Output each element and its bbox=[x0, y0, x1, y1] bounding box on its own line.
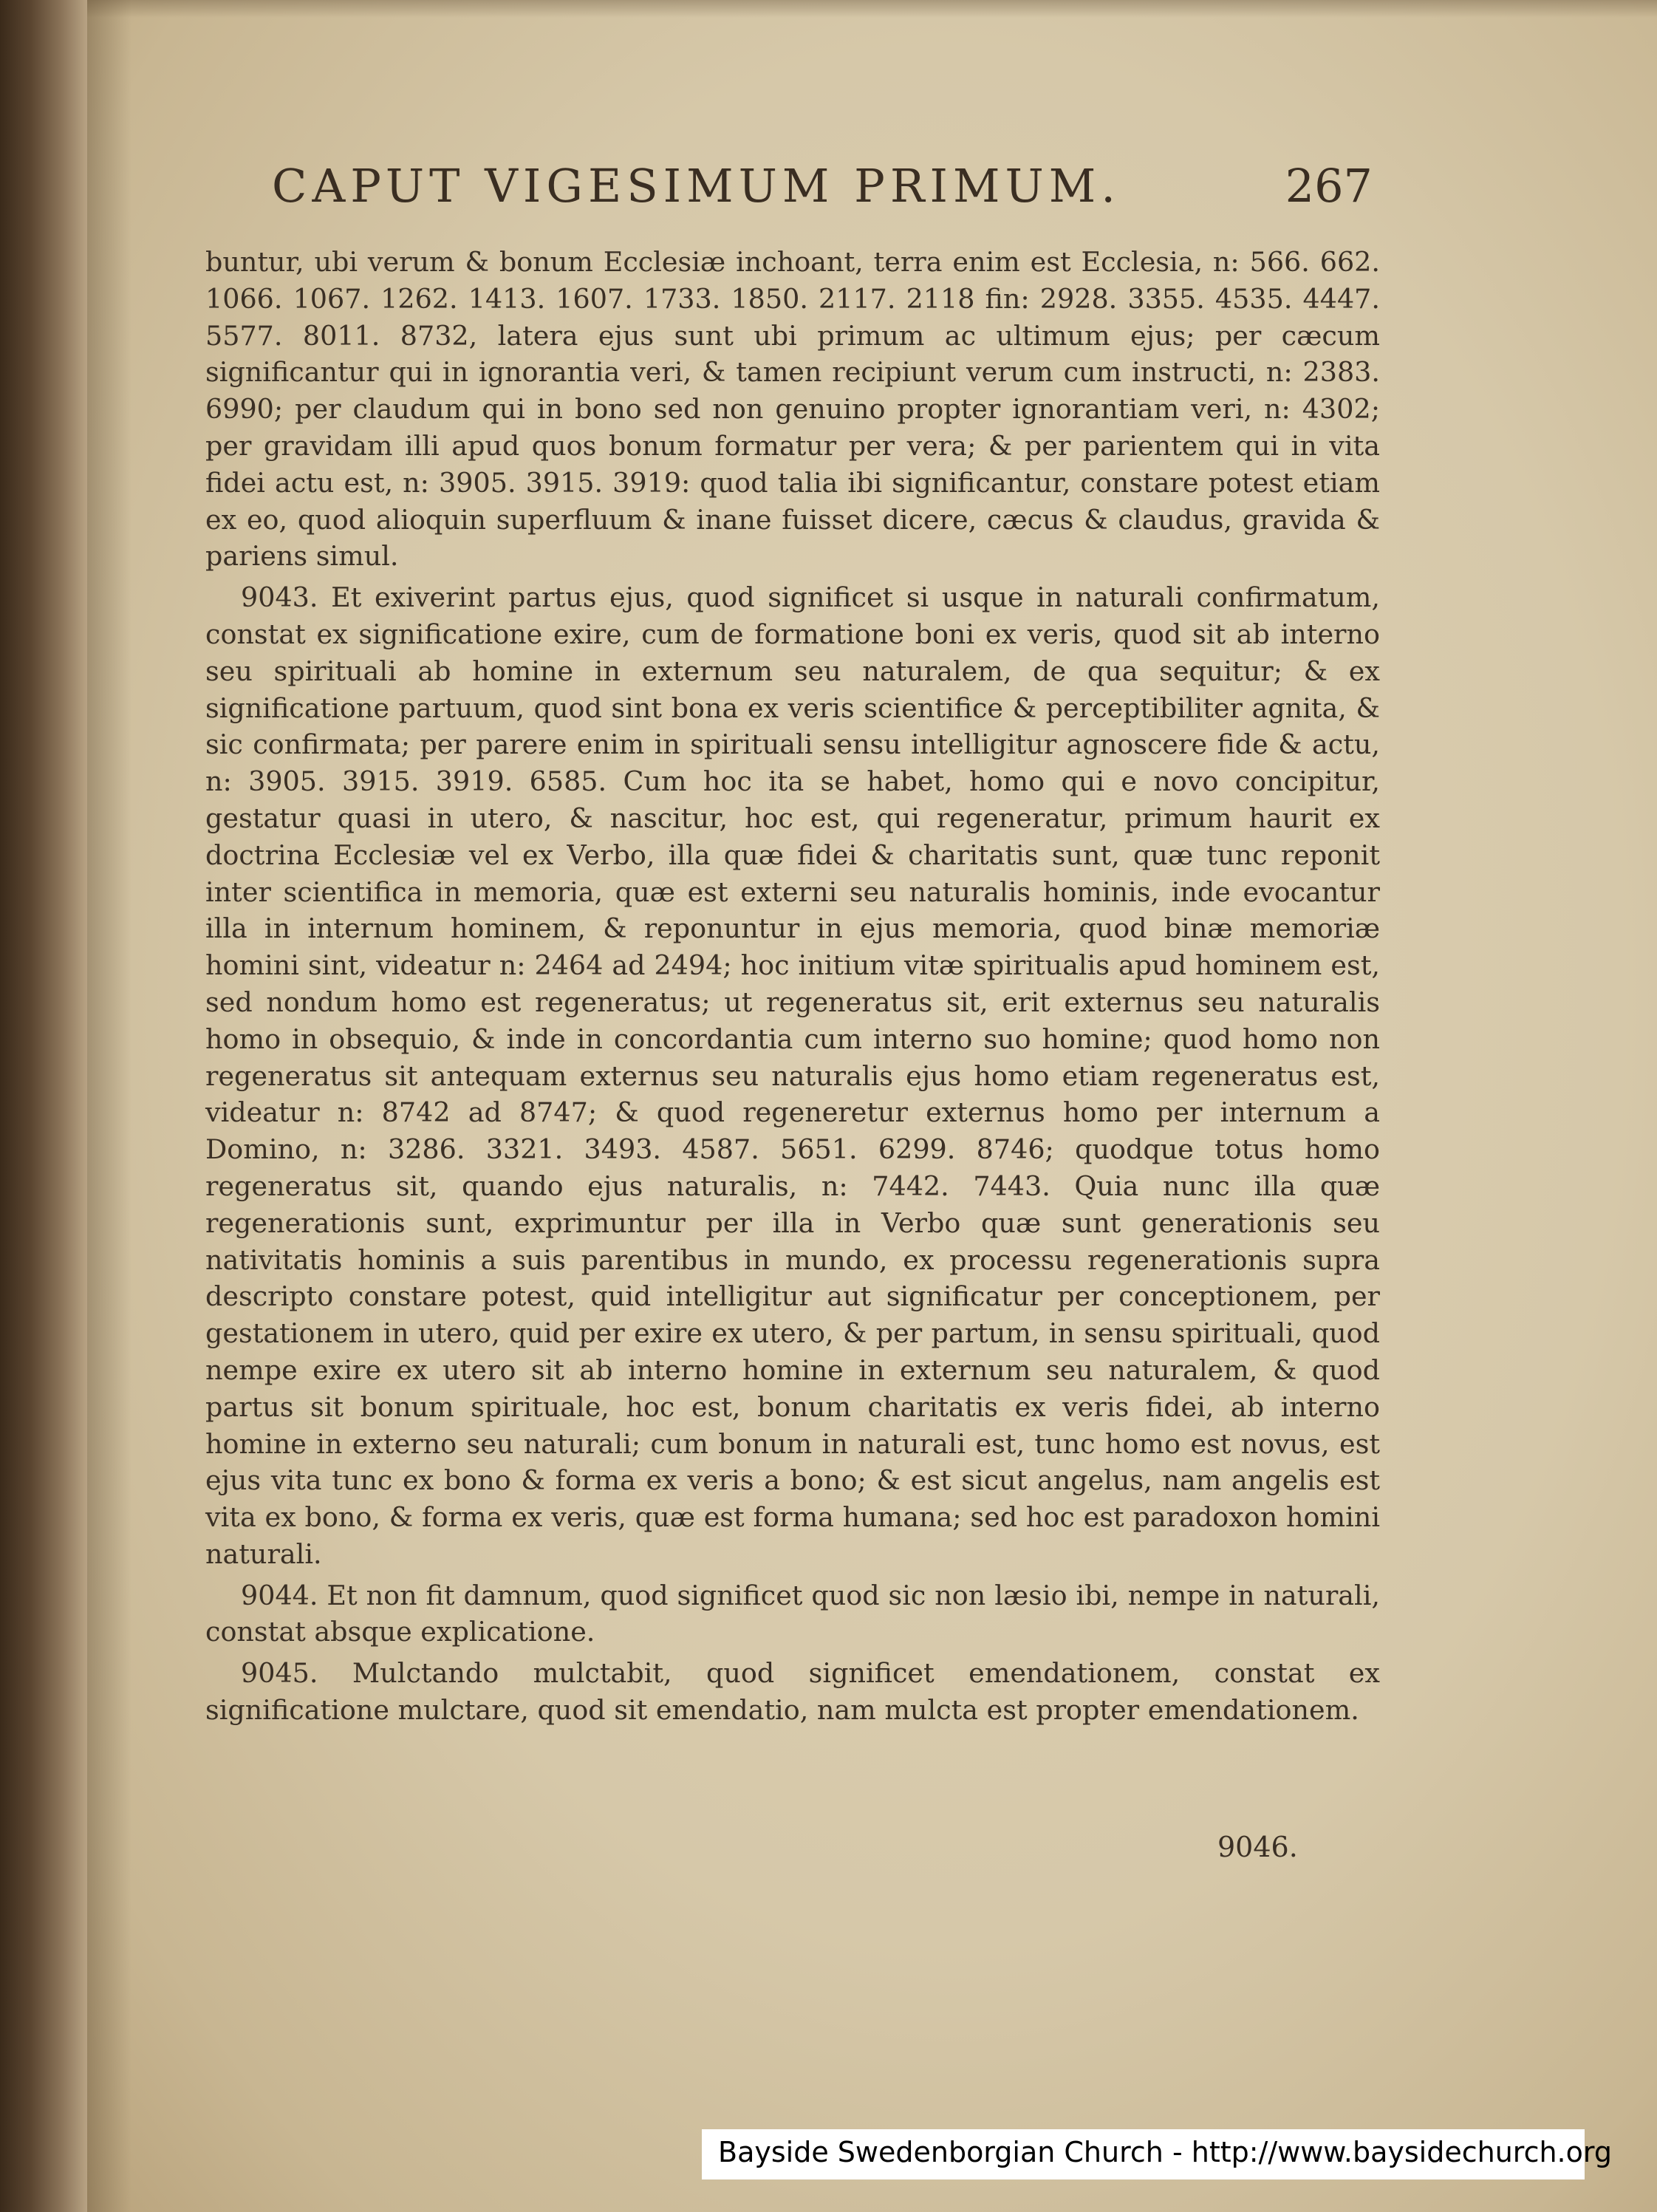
credit-text: Bayside Swedenborgian Church - http://www.baysidechurch.org bbox=[718, 2136, 1612, 2168]
page-header bbox=[272, 151, 1373, 218]
catchword: 9046. bbox=[1217, 1831, 1298, 1863]
running-title: CAPUT VIGESIMUM PRIMUM. bbox=[272, 159, 1121, 213]
paragraph-9043: 9043. Et exiverint partus ejus, quod significet si usque in naturali confirmatum, constat ex significatione exire, cum de formatione boni ex veris, quod sit ab interno seu spirituali ab homine in externum seu naturalem, de qua sequitur; & ex significatione partuum, quod sint bona ex veris scientifice & perceptibiliter agnita, & sic confirmata; per parere enim in spirituali sensu intelligitur agnoscere fide & actu, n: 3905. 3915. 3919. 6585. Cum hoc ita se habet, homo qui e novo concipitur, gestatur quasi in utero, & nascitur, hoc est, qui regeneratur, primum haurit ex doctrina Ecclesiæ vel ex Verbo, illa quæ fidei & charitatis sunt, quæ tunc reponit inter scientifica in memoria, quæ est externi seu naturalis hominis, inde evocantur illa in internum hominem, & reponuntur in ejus memoria, quod binæ memoriæ homini sint, videatur n: 2464 ad 2494; hoc initium vitæ spiritualis apud hominem est, sed nondum homo est regeneratus; ut regeneratus sit, erit externus seu naturalis homo in obsequio, & inde in concordantia cum interno suo homine; quod homo non regeneratus sit antequam externus seu naturalis ejus homo etiam regeneratus est, videatur n: 8742 ad 8747; & quod regeneretur externus homo per internum a Domino, n: 3286. 3321. 3493. 4587. 5651. 6299. 8746; quodque totus homo regeneratus sit, quando ejus naturalis, n: 7442. 7443. Quia nunc illa quæ regenerationis sunt, exprimuntur per illa in Verbo quæ sunt generationis seu nativitatis hominis a suis parentibus in mundo, ex processu regenerationis supra descripto constare potest, quid intelligitur aut significatur per conceptionem, per gestationem in utero, quid per exire ex utero, & per partum, in sensu spirituali, quod nempe exire ex utero sit ab interno homine in externum seu naturalem, & quod partus sit bonum spirituale, hoc est, bonum charitatis ex veris fidei, ab interno homine in externo seu naturali; cum bonum in naturali est, tunc homo est novus, est ejus vita tunc ex bono & forma ex veris a bono; & est sicut angelus, nam angelis est vita ex bono, & forma ex veris, quæ est forma humana; sed hoc est paradoxon homini naturali. bbox=[205, 581, 1380, 1570]
scanned-page bbox=[87, 0, 1657, 2212]
paragraph-9044: 9044. Et non fit damnum, quod significet quod sic non læsio ibi, nempe in naturali, constat absque explicatione. bbox=[205, 1579, 1380, 1648]
paragraph-9045: 9045. Mulctando mulctabit, quod significet emendationem, constat ex significatione mulctare, quod sit emendatio, nam mulcta est propter emendationem. bbox=[205, 1657, 1380, 1727]
book-spine-shadow bbox=[0, 0, 87, 2212]
body-text bbox=[205, 244, 1380, 1733]
page-number: 267 bbox=[1285, 159, 1373, 213]
credit-banner bbox=[702, 2129, 1612, 2179]
paragraph-continuation: buntur, ubi verum & bonum Ecclesiæ inchoant, terra enim est Ecclesia, n: 566. 662. 1066. 1067. 1262. 1413. 1607. 1733. 1850. 2117. 2118 fin: 2928. 3355. 4535. 4447. 5577. 8011. 8732, latera ejus sunt ubi primum ac ultimum ejus; per cæcum significantur qui in ignorantia veri, & tamen recipiunt verum cum instructi, n: 2383. 6990; per claudum qui in bono sed non genuino propter ignorantiam veri, n: 4302; per gravidam illi apud quos bonum formatur per vera; & per parientem qui in vita fidei actu est, n: 3905. 3915. 3919: quod talia ibi significantur, constare potest etiam ex eo, quod alioquin superfluum & inane fuisset dicere, cæcus & claudus, gravida & pariens simul. bbox=[205, 246, 1380, 573]
